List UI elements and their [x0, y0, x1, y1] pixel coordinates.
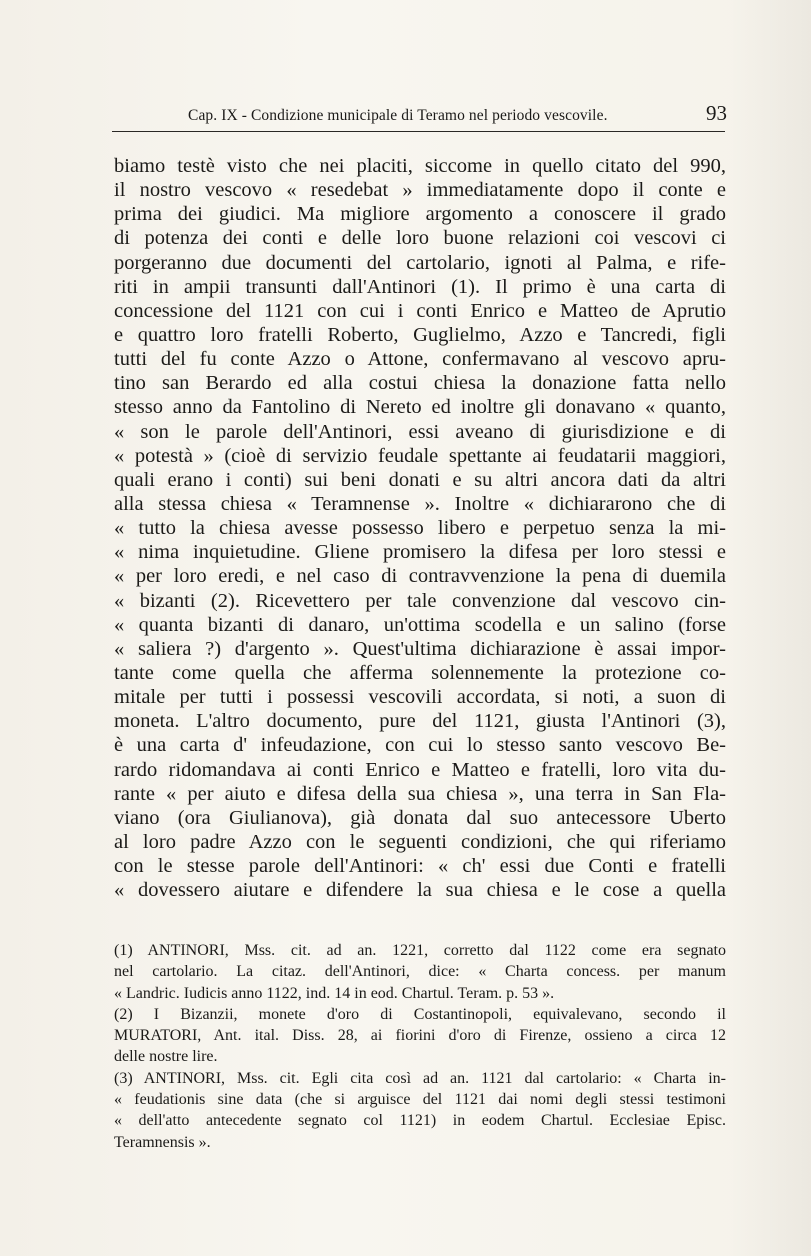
footnote-line: (1) ANTINORI, Mss. cit. ad an. 1221, corretto dal 1122 come era segnato	[114, 942, 726, 959]
header-rule	[112, 131, 725, 132]
body-line: riti in ampii transunti dall'Antinori (1). Il primo è una carta di	[114, 275, 726, 298]
footnote-line: delle nostre lire.	[114, 1048, 218, 1066]
body-line: tino san Berardo ed alla costui chiesa la donazione fatta nello	[114, 372, 726, 395]
page-number: 93	[706, 101, 727, 125]
footnote-line: « feudationis sine data (che si arguisce del 1121 dai nomi degli stessi testimoni	[114, 1091, 726, 1109]
footnote-line: nel cartolario. La citaz. dell'Antinori, dice: « Charta concess. per manum	[114, 963, 726, 981]
body-line: e quattro loro fratelli Roberto, Guglielmo, Azzo e Tancredi, figli	[114, 323, 726, 346]
body-line: « nima inquietudine. Gliene promisero la difesa per loro stessi e	[114, 541, 726, 564]
page-edge-shadow	[730, 0, 811, 1256]
body-line: « quanta bizanti di danaro, un'ottima scodella e un salino (forse	[114, 613, 726, 636]
footnote-line: « Landric. Iudicis anno 1122, ind. 14 in eod. Chartul. Teram. p. 53 ».	[114, 984, 555, 1002]
body-line: biamo testè visto che nei placiti, siccome in quello citato del 990,	[114, 155, 726, 177]
body-line: concessione del 1121 con cui i conti Enrico e Matteo de Aprutio	[114, 299, 726, 322]
body-line: rante « per aiuto e difesa della sua chiesa », una terra in San Fla-	[114, 782, 726, 805]
body-line: moneta. L'altro documento, pure del 1121, giusta l'Antinori (3),	[114, 710, 726, 733]
body-line: il nostro vescovo « resedebat » immediatamente dopo il conte e	[114, 179, 726, 202]
body-line: tante come quella che afferma solennemente la protezione co-	[114, 661, 726, 684]
footnote-line: MURATORI, Ant. ital. Diss. 28, ai fiorini d'oro di Firenze, ossieno a circa 12	[114, 1027, 726, 1045]
body-line: con le stesse parole dell'Antinori: « ch' essi due Conti e fratelli	[114, 855, 726, 878]
body-line: prima dei giudici. Ma migliore argomento a conoscere il grado	[114, 203, 726, 226]
body-line: « potestà » (cioè di servizio feudale spettante ai feudatarii maggiori,	[114, 444, 726, 467]
body-line: quali erano i conti) sui beni donati e su altri ancora dati da altri	[114, 468, 726, 491]
body-line: stesso anno da Fantolino di Nereto ed inoltre gli donavano « quanto,	[114, 396, 726, 419]
running-header	[112, 101, 727, 126]
footnotes	[114, 940, 726, 1153]
body-line: tutti del fu conte Azzo o Attone, confermavano al vescovo apru-	[114, 348, 726, 371]
chapter-title: Cap. IX - Condizione municipale di Teramo nel periodo vescovile.	[188, 107, 608, 124]
body-line: porgeranno due documenti del cartolario, ignoti al Palma, e rife-	[114, 251, 726, 274]
body-line: « dovessero aiutare e difendere la sua chiesa e le cose a quella	[114, 879, 726, 902]
body-line: « saliera ?) d'argento ». Quest'ultima dichiarazione è assai impor-	[114, 637, 726, 660]
body-text	[114, 154, 726, 902]
body-line: « per loro eredi, e nel caso di contravvenzione la pena di duemila	[114, 565, 726, 588]
body-line: « tutto la chiesa avesse possesso libero e perpetuo senza la mi-	[114, 517, 726, 540]
footnote-line: Teramnensis ».	[114, 1133, 211, 1151]
body-line: mitale per tutti i possessi vescovili accordata, si noti, a suon di	[114, 686, 726, 709]
body-line: di potenza dei conti e delle loro buone relazioni coi vescovi ci	[114, 227, 726, 250]
body-line: viano (ora Giulianova), già donata dal suo antecessore Uberto	[114, 806, 726, 829]
body-line: « son le parole dell'Antinori, essi aveano di giurisdizione e di	[114, 420, 726, 443]
body-line: al loro padre Azzo con le seguenti condizioni, che qui riferiamo	[114, 830, 726, 853]
body-line: è una carta d' infeudazione, con cui lo stesso santo vescovo Be-	[114, 734, 726, 757]
body-line: rardo ridomandava ai conti Enrico e Matteo e fratelli, loro vita du-	[114, 758, 726, 781]
body-line: alla stessa chiesa « Teramnense ». Inoltre « dichiararono che di	[114, 492, 726, 515]
footnote-line: (2) I Bizanzii, monete d'oro di Costantinopoli, equivalevano, secondo il	[114, 1005, 726, 1023]
body-line: « bizanti (2). Ricevettero per tale convenzione dal vescovo cin-	[114, 589, 726, 612]
footnote-line: « dell'atto antecedente segnato col 1121) in eodem Chartul. Ecclesiae Episc.	[114, 1112, 726, 1130]
footnote-line: (3) ANTINORI, Mss. cit. Egli cita così ad an. 1121 dal cartolario: « Charta in-	[114, 1069, 726, 1087]
